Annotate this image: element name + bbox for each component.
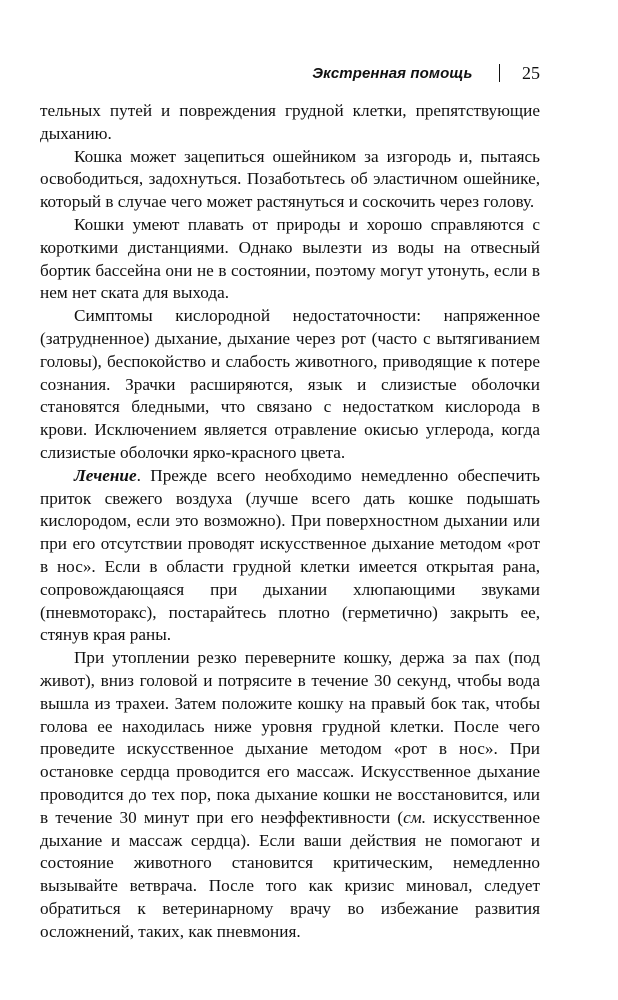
- cross-reference-see: см.: [403, 807, 427, 827]
- paragraph-symptoms: Симптомы кислородной недостаточности: напряженное (затрудненное) дыхание, дыхание через рот (часто с вытягиванием головы), беспокойство и слабость животного, приводящие к потере сознания. Зрачки расширяются, язык и слизистые оболочки становятся бледными, что связано с недостатком кислорода в крови. Исключением является отравление окисью углерода, когда слизистые оболочки ярко-красного цвета.: [40, 306, 540, 462]
- running-header: [40, 60, 540, 86]
- section-title: Экстренная помощь: [312, 64, 473, 82]
- treatment-term: Лечение: [74, 465, 137, 485]
- body-text: [40, 100, 540, 943]
- paragraph-collar: Кошка может зацепиться ошейником за изгородь и, пытаясь освободиться, задохнуться. Позаботьтесь об эластичном ошейнике, который в случае чего может растянуться и соскочить через голову.: [40, 146, 540, 212]
- header-divider: [499, 64, 501, 82]
- drowning-text-1: При утоплении резко переверните кошку, держа за пах (под живот), вниз головой и потрясите в течение 30 секунд, чтобы вода вышла из трахеи. Затем положите кошку на правый бок так, чтобы голова ее находилась ниже уровня грудной клетки. После чего проведите искусственное дыхание методом «рот в нос». При остановке сердца проводится его массаж. Искусственное дыхание проводится до тех пор, пока дыхание кошки не восстановится, или в течение 30 минут при его неэффективности (: [40, 648, 540, 827]
- paragraph-treatment: [40, 465, 540, 647]
- drowning-text-2: искусственное дыхание и массаж сердца). Если ваши действия не помогают и состояние животного становится критическим, немедленно вызывайте ветврача. После того как кризис миновал, следует обратиться к ветеринарному врачу во избежание развития осложнений, таких, как пневмония.: [40, 807, 540, 941]
- treatment-text: . Прежде всего необходимо немедленно обеспечить приток свежего воздуха (лучше всего дать кошке подышать кислородом, если это возможно). При поверхностном дыхании или при его отсутствии проводят искусственное дыхание методом «рот в нос». Если в области грудной клетки имеется открытая рана, сопровождающаяся при дыхании хлюпающими звуками (пневмоторакс), постарайтесь плотно (герметично) закрыть ее, стянув края раны.: [40, 465, 540, 645]
- page-number: 25: [522, 62, 540, 83]
- paragraph-drowning: [40, 647, 540, 943]
- paragraph-swimming: Кошки умеют плавать от природы и хорошо справляются с короткими дистанциями. Однако вылезти из воды на отвесный бортик бассейна они не в состоянии, поэтому могут утонуть, если в нем нет ската для выхода.: [40, 214, 540, 303]
- paragraph-continued: тельных путей и повреждения грудной клетки, препятствующие дыханию.: [40, 101, 540, 143]
